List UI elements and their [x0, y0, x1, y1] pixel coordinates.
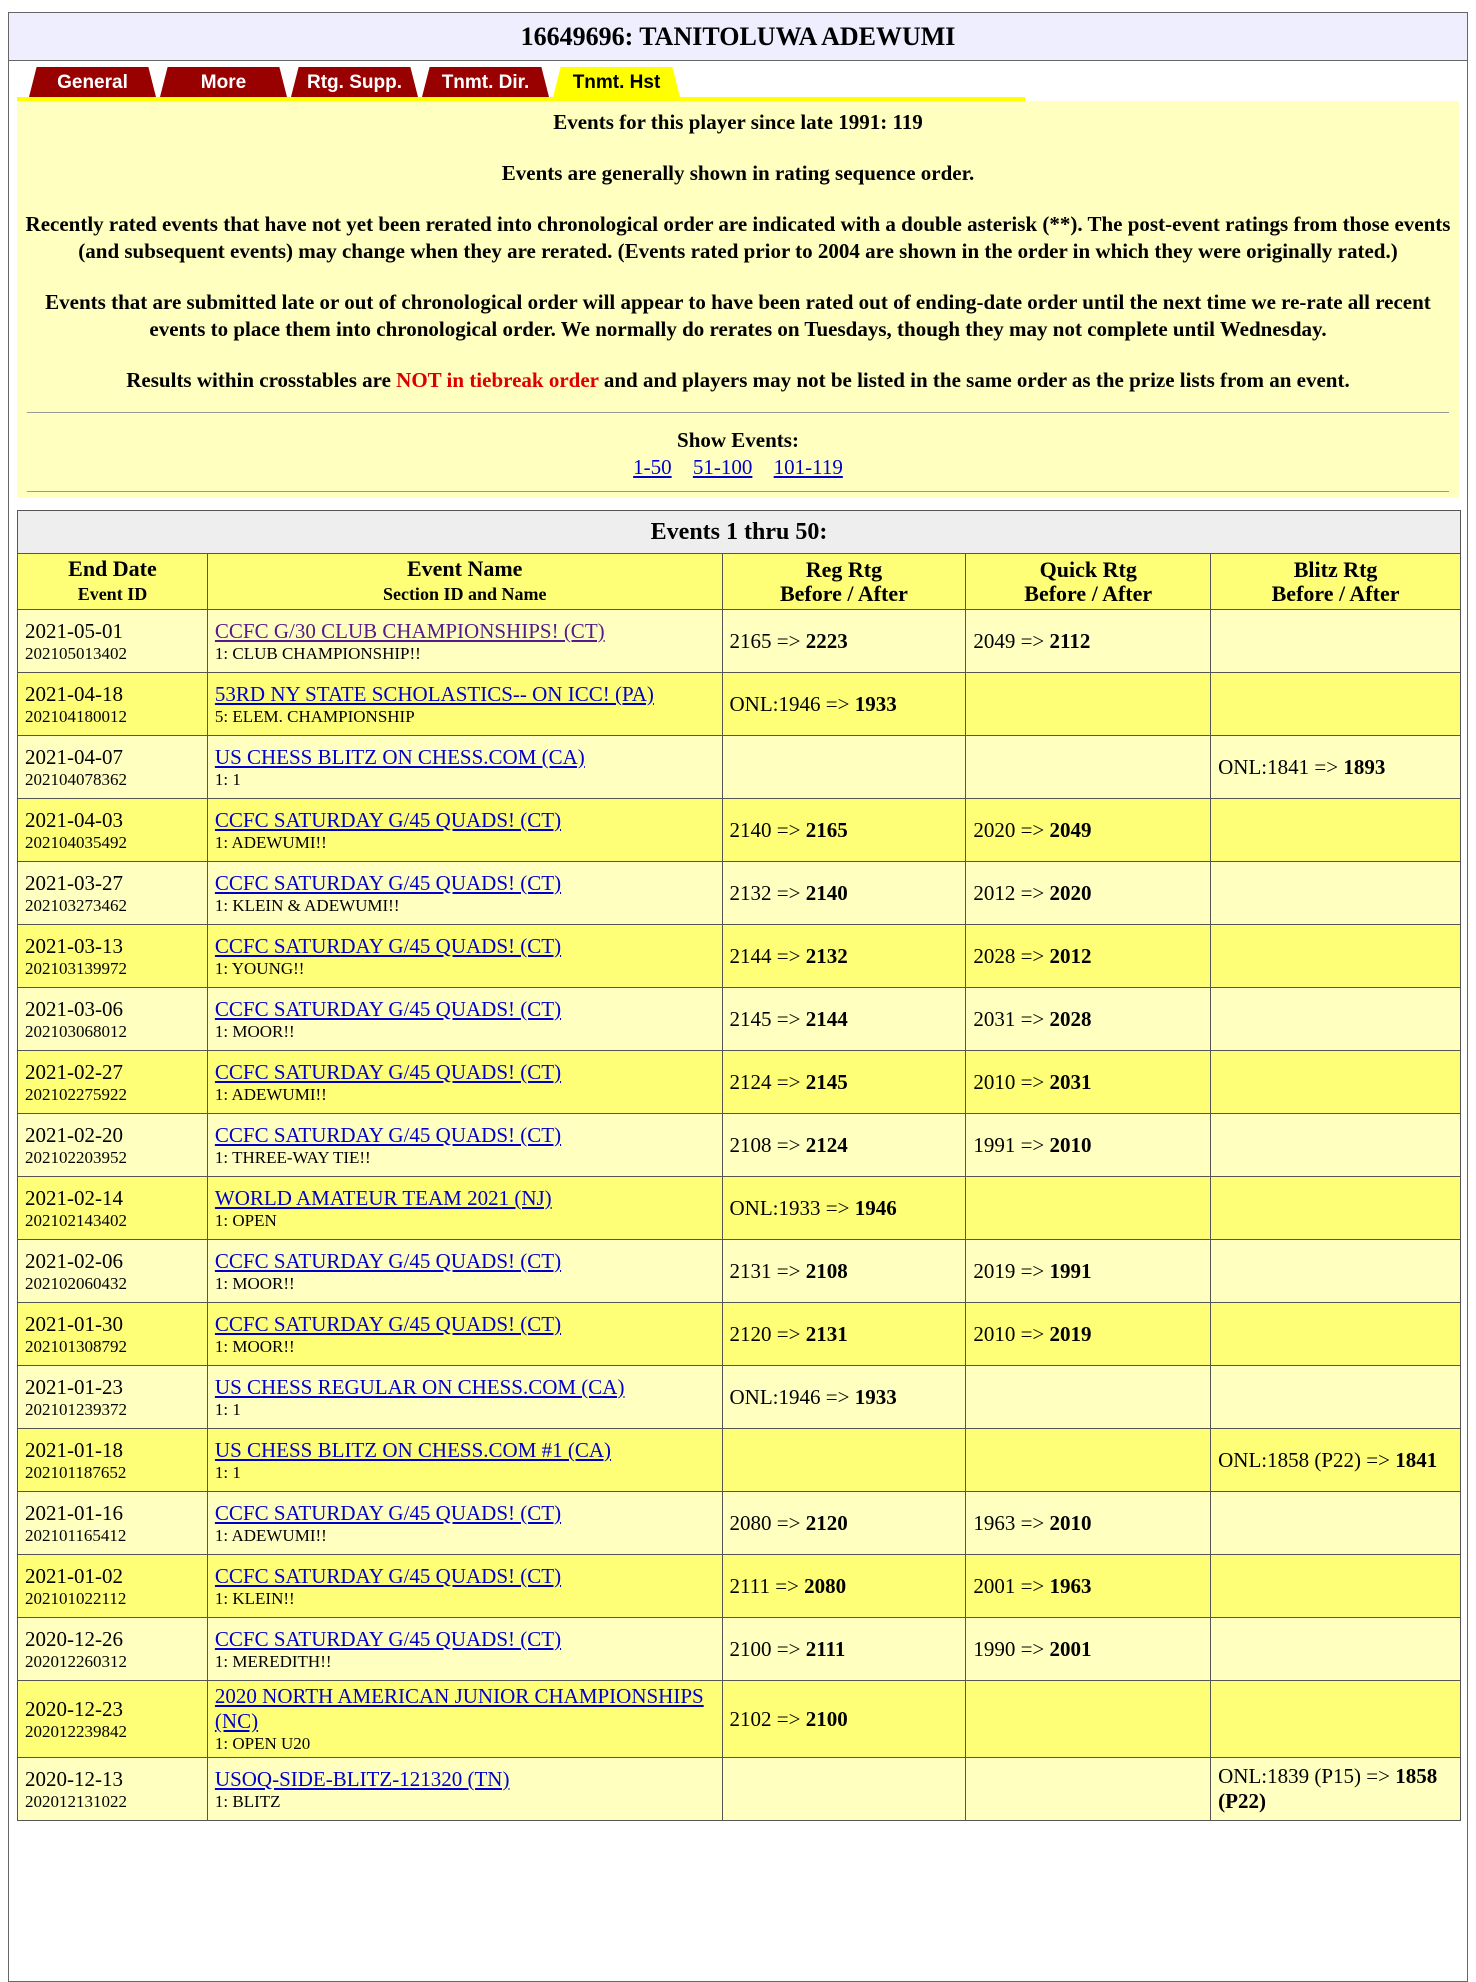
reg-rating-cell: [722, 1114, 966, 1177]
event-link[interactable]: CCFC SATURDAY G/45 QUADS! (CT): [214, 1122, 562, 1147]
end-date: 2021-03-06: [25, 996, 123, 1021]
section-name: 1: ADEWUMI!!: [214, 1525, 327, 1545]
blitz-before: ONL:1839 (P15) =>: [1218, 1764, 1396, 1788]
reg-after: 2223: [805, 628, 848, 653]
reg-after: 2111: [805, 1636, 846, 1661]
section-name: 1: BLITZ: [214, 1791, 281, 1811]
section-name: 1: KLEIN & ADEWUMI!!: [214, 895, 400, 915]
reg-rating-cell: [722, 1758, 966, 1821]
quick-rating-cell: [966, 925, 1211, 988]
table-row: [18, 925, 1461, 988]
event-id: 202101308792: [25, 1336, 127, 1356]
table-row: [18, 1618, 1461, 1681]
section-name: 1: CLUB CHAMPIONSHIP!!: [214, 643, 421, 663]
reg-after: 2140: [805, 880, 848, 905]
reg-rating-cell: [722, 1240, 966, 1303]
tab-rating-supplements[interactable]: [291, 67, 418, 97]
end-date: 2021-01-30: [25, 1311, 123, 1336]
blitz-rating-cell: [1211, 1555, 1461, 1618]
event-name-cell: [207, 1303, 722, 1366]
table-row: [18, 736, 1461, 799]
reg-before: 2120 =>: [729, 1321, 806, 1346]
reg-before: 2124 =>: [729, 1069, 806, 1094]
tab-label: More: [200, 72, 247, 93]
quick-rating-cell: [966, 1114, 1211, 1177]
blitz-rating-cell: [1211, 1492, 1461, 1555]
event-link[interactable]: CCFC SATURDAY G/45 QUADS! (CT): [214, 1248, 562, 1273]
quick-after: 2049: [1049, 817, 1092, 842]
tab-label: Rtg. Supp.: [307, 72, 402, 93]
tab-general[interactable]: [29, 67, 156, 97]
section-name: 1: KLEIN!!: [214, 1588, 295, 1608]
quick-rating-cell: [966, 1303, 1211, 1366]
event-link[interactable]: CCFC SATURDAY G/45 QUADS! (CT): [214, 1626, 562, 1651]
sequence-note: Events are generally shown in rating sequence order.: [501, 161, 975, 185]
event-id: 202101165412: [25, 1525, 127, 1545]
event-id: 202103273462: [25, 895, 127, 915]
reg-after: 2120: [805, 1510, 848, 1535]
quick-rating-cell: [966, 610, 1211, 673]
event-id: 202101187652: [25, 1462, 127, 1482]
reg-before: 2165 =>: [729, 628, 806, 653]
table-row: [18, 799, 1461, 862]
quick-after: 2112: [1049, 628, 1091, 653]
end-date: 2020-12-26: [25, 1626, 123, 1651]
blitz-rating-cell: [1211, 610, 1461, 673]
reg-before: ONL:1946 =>: [729, 691, 855, 716]
table-row: [18, 1366, 1461, 1429]
section-name: 1: OPEN U20: [214, 1734, 311, 1753]
event-link[interactable]: CCFC SATURDAY G/45 QUADS! (CT): [214, 996, 562, 1021]
table-row: [18, 1758, 1461, 1821]
end-date-cell: [18, 1429, 208, 1492]
event-name-cell: [207, 610, 722, 673]
event-id: 202102143402: [25, 1210, 127, 1230]
event-link[interactable]: CCFC SATURDAY G/45 QUADS! (CT): [214, 1500, 562, 1525]
reg-rating-cell: [722, 925, 966, 988]
events-count: Events for this player since late 1991: 119: [553, 110, 923, 134]
reg-rating-cell: [722, 1429, 966, 1492]
quick-rating-cell: [966, 1681, 1211, 1758]
event-id: 202012131022: [25, 1791, 127, 1811]
end-date-cell: [18, 1681, 208, 1758]
quick-before: 2010 =>: [973, 1069, 1050, 1094]
event-link[interactable]: CCFC SATURDAY G/45 QUADS! (CT): [214, 933, 562, 958]
event-id: 202104180012: [25, 706, 127, 726]
event-name-cell: [207, 1555, 722, 1618]
header-reg-rating: Reg Rtg Before / After: [722, 554, 966, 610]
blitz-rating-cell: [1211, 1051, 1461, 1114]
divider: [27, 412, 1449, 413]
section-name: 1: MOOR!!: [214, 1021, 295, 1041]
reg-before: 2102 =>: [729, 1706, 806, 1731]
quick-rating-cell: [966, 673, 1211, 736]
event-id: 202102203952: [25, 1147, 127, 1167]
event-id: 202103068012: [25, 1021, 127, 1041]
reg-rating-cell: [722, 1303, 966, 1366]
quick-rating-cell: [966, 1051, 1211, 1114]
reg-before: 2131 =>: [729, 1258, 806, 1283]
reg-rating-cell: [722, 1492, 966, 1555]
event-id: 202101239372: [25, 1399, 127, 1419]
end-date-cell: [18, 1303, 208, 1366]
quick-rating-cell: [966, 1492, 1211, 1555]
table-row: [18, 1240, 1461, 1303]
blitz-rating-cell: [1211, 925, 1461, 988]
event-name-cell: [207, 1758, 722, 1821]
quick-before: 2019 =>: [973, 1258, 1050, 1283]
table-header: [18, 554, 1461, 610]
event-name-cell: [207, 673, 722, 736]
reg-before: ONL:1933 =>: [729, 1195, 855, 1220]
table-row: [18, 1681, 1461, 1758]
reg-after: 2124: [805, 1132, 848, 1157]
reg-before: 2111 =>: [729, 1573, 805, 1598]
end-date: 2021-03-27: [25, 870, 123, 895]
event-link[interactable]: CCFC SATURDAY G/45 QUADS! (CT): [214, 1311, 562, 1336]
end-date: 2021-04-07: [25, 744, 123, 769]
reg-after: 2144: [805, 1006, 848, 1031]
quick-after: 1991: [1049, 1258, 1092, 1283]
tiebreak-warning: NOT in tiebreak order: [396, 368, 599, 392]
end-date-cell: [18, 1114, 208, 1177]
end-date-cell: [18, 925, 208, 988]
quick-rating-cell: [966, 1177, 1211, 1240]
reg-before: ONL:1946 =>: [729, 1384, 855, 1409]
table-row: [18, 1114, 1461, 1177]
blitz-rating-cell: [1211, 1758, 1461, 1821]
quick-rating-cell: [966, 1240, 1211, 1303]
event-name-cell: [207, 1051, 722, 1114]
event-name-cell: [207, 988, 722, 1051]
end-date-cell: [18, 673, 208, 736]
table-row: [18, 862, 1461, 925]
events-link-1-50[interactable]: 1-50: [633, 455, 672, 479]
event-name-cell: [207, 862, 722, 925]
quick-before: 2049 =>: [973, 628, 1050, 653]
end-date-cell: [18, 1758, 208, 1821]
event-link[interactable]: US CHESS BLITZ ON CHESS.COM (CA): [214, 744, 585, 769]
event-link[interactable]: US CHESS REGULAR ON CHESS.COM (CA): [214, 1374, 625, 1399]
header-quick-rating: Quick Rtg Before / After: [966, 554, 1211, 610]
event-link[interactable]: 53RD NY STATE SCHOLASTICS-- ON ICC! (PA): [214, 681, 654, 706]
reg-before: 2140 =>: [729, 817, 806, 842]
blitz-rating-cell: [1211, 1618, 1461, 1681]
table-row: [18, 610, 1461, 673]
end-date: 2021-01-02: [25, 1563, 123, 1588]
reg-before: 2100 =>: [729, 1636, 806, 1661]
reg-before: 2108 =>: [729, 1132, 806, 1157]
blitz-after: 1841: [1395, 1447, 1438, 1472]
table-row: [18, 988, 1461, 1051]
event-name-cell: [207, 736, 722, 799]
blitz-rating-cell: [1211, 1429, 1461, 1492]
table-row: [18, 1429, 1461, 1492]
end-date: 2021-03-13: [25, 933, 123, 958]
reg-before: 2145 =>: [729, 1006, 806, 1031]
reg-rating-cell: [722, 1555, 966, 1618]
quick-before: 2010 =>: [973, 1321, 1050, 1346]
blitz-before: ONL:1841 =>: [1218, 754, 1344, 779]
blitz-rating-cell: [1211, 1240, 1461, 1303]
reg-after: 2080: [804, 1573, 847, 1598]
table-row: [18, 1303, 1461, 1366]
end-date: 2021-04-03: [25, 807, 123, 832]
event-link[interactable]: USOQ-SIDE-BLITZ-121320 (TN): [214, 1766, 510, 1791]
quick-rating-cell: [966, 862, 1211, 925]
event-link[interactable]: CCFC G/30 CLUB CHAMPIONSHIPS! (CT): [214, 618, 605, 643]
end-date-cell: [18, 862, 208, 925]
quick-before: 2012 =>: [973, 880, 1050, 905]
crosstable-text: Results within crosstables are: [126, 368, 397, 392]
info-panel: [17, 101, 1459, 498]
reg-rating-cell: [722, 1177, 966, 1240]
section-name: 1: ADEWUMI!!: [214, 832, 327, 852]
reg-before: 2080 =>: [729, 1510, 806, 1535]
rerate-note: Recently rated events that have not yet been rerated into chronological order are indicated with a double asterisk (**). The post-event ratings from those events (and subsequent events) may change when they are rerated. (Events rated prior to 2004 are shown in the order in which they were originally rated.): [25, 212, 1451, 263]
reg-rating-cell: [722, 799, 966, 862]
end-date-cell: [18, 1240, 208, 1303]
quick-after: 2012: [1049, 943, 1092, 968]
section-name: 1: MOOR!!: [214, 1273, 295, 1293]
end-date: 2021-02-27: [25, 1059, 123, 1084]
events-table: [17, 510, 1461, 1821]
event-id: 202012239842: [25, 1721, 127, 1741]
quick-after: 2020: [1049, 880, 1092, 905]
reg-rating-cell: [722, 862, 966, 925]
tab-tournament-history[interactable]: [553, 67, 680, 97]
quick-before: 2001 =>: [973, 1573, 1050, 1598]
blitz-rating-cell: [1211, 736, 1461, 799]
event-id: 202105013402: [25, 643, 127, 663]
crosstable-note: [23, 367, 1453, 394]
end-date-cell: [18, 988, 208, 1051]
header-blitz-rating: Blitz Rtg Before / After: [1211, 554, 1461, 610]
reg-after: 2108: [805, 1258, 848, 1283]
tab-label: Tnmt. Dir.: [441, 72, 530, 93]
reg-after: 1946: [854, 1195, 897, 1220]
reg-after: 1933: [854, 1384, 897, 1409]
reg-rating-cell: [722, 988, 966, 1051]
table-caption: Events 1 thru 50:: [18, 511, 1461, 554]
blitz-rating-cell: [1211, 1177, 1461, 1240]
section-name: 1: 1: [214, 769, 241, 789]
event-name-cell: [207, 1492, 722, 1555]
quick-before: 2020 =>: [973, 817, 1050, 842]
end-date-cell: [18, 1366, 208, 1429]
end-date-cell: [18, 1051, 208, 1114]
end-date: 2021-02-06: [25, 1248, 123, 1273]
end-date-cell: [18, 736, 208, 799]
event-id: 202012260312: [25, 1651, 127, 1671]
quick-before: 1990 =>: [973, 1636, 1050, 1661]
quick-after: 2001: [1049, 1636, 1092, 1661]
end-date-cell: [18, 1492, 208, 1555]
event-link[interactable]: WORLD AMATEUR TEAM 2021 (NJ): [214, 1185, 552, 1210]
end-date: 2021-02-20: [25, 1122, 123, 1147]
event-id: 202104078362: [25, 769, 127, 789]
quick-rating-cell: [966, 1429, 1211, 1492]
quick-rating-cell: [966, 1758, 1211, 1821]
section-name: 1: ADEWUMI!!: [214, 1084, 327, 1104]
event-name-cell: [207, 1366, 722, 1429]
quick-before: 2028 =>: [973, 943, 1050, 968]
blitz-rating-cell: [1211, 1681, 1461, 1758]
reg-after: 2132: [805, 943, 848, 968]
blitz-before: ONL:1858 (P22) =>: [1218, 1447, 1396, 1472]
quick-before: 2031 =>: [973, 1006, 1050, 1031]
end-date: 2021-01-23: [25, 1374, 123, 1399]
event-name-cell: [207, 1429, 722, 1492]
end-date-cell: [18, 799, 208, 862]
quick-rating-cell: [966, 1618, 1211, 1681]
blitz-rating-cell: [1211, 1303, 1461, 1366]
event-name-cell: [207, 1681, 722, 1758]
reg-after: 2165: [805, 817, 848, 842]
reg-rating-cell: [722, 1681, 966, 1758]
reg-after: 2131: [805, 1321, 848, 1346]
blitz-after: 1858 (P22): [1218, 1764, 1438, 1813]
end-date-cell: [18, 610, 208, 673]
event-link[interactable]: CCFC SATURDAY G/45 QUADS! (CT): [214, 1563, 562, 1588]
reg-after: 2100: [805, 1706, 848, 1731]
page-title: 16649696: TANITOLUWA ADEWUMI: [9, 13, 1467, 61]
reg-rating-cell: [722, 673, 966, 736]
section-name: 1: MEREDITH!!: [214, 1651, 332, 1671]
blitz-rating-cell: [1211, 673, 1461, 736]
header-event-name: Event Name Section ID and Name: [207, 554, 722, 610]
end-date-cell: [18, 1618, 208, 1681]
reg-rating-cell: [722, 736, 966, 799]
section-name: 1: 1: [214, 1399, 241, 1419]
blitz-rating-cell: [1211, 988, 1461, 1051]
event-name-cell: [207, 799, 722, 862]
table-row: [18, 1177, 1461, 1240]
reg-rating-cell: [722, 1366, 966, 1429]
event-link[interactable]: CCFC SATURDAY G/45 QUADS! (CT): [214, 807, 562, 832]
reg-rating-cell: [722, 1051, 966, 1114]
quick-rating-cell: [966, 799, 1211, 862]
blitz-after: 1893: [1343, 754, 1386, 779]
event-id: 202102275922: [25, 1084, 127, 1104]
table-row: [18, 1051, 1461, 1114]
reg-before: 2132 =>: [729, 880, 806, 905]
end-date: 2020-12-23: [25, 1696, 123, 1721]
show-events-label: Show Events:: [677, 428, 799, 452]
quick-after: 2010: [1049, 1510, 1092, 1535]
section-name: 5: ELEM. CHAMPIONSHIP: [214, 706, 415, 726]
quick-after: 1963: [1049, 1573, 1092, 1598]
section-name: 1: THREE-WAY TIE!!: [214, 1147, 371, 1167]
reg-after: 2145: [805, 1069, 848, 1094]
header-end-date: End Date Event ID: [18, 554, 208, 610]
end-date: 2021-01-16: [25, 1500, 123, 1525]
end-date: 2021-02-14: [25, 1185, 123, 1210]
event-name-cell: [207, 1114, 722, 1177]
divider: [27, 491, 1449, 492]
event-id: 202101022112: [25, 1588, 127, 1608]
section-name: 1: MOOR!!: [214, 1336, 295, 1356]
show-events: [23, 427, 1453, 481]
section-name: 1: 1: [214, 1462, 241, 1482]
quick-rating-cell: [966, 736, 1211, 799]
blitz-rating-cell: [1211, 1366, 1461, 1429]
event-id: 202104035492: [25, 832, 127, 852]
table-row: [18, 1492, 1461, 1555]
events-link-101-119[interactable]: 101-119: [773, 455, 843, 479]
quick-before: 1963 =>: [973, 1510, 1050, 1535]
tab-bar: [17, 61, 1025, 101]
crosstable-text-end: and and players may not be listed in the same order as the prize lists from an event.: [598, 368, 1350, 392]
quick-after: 2019: [1049, 1321, 1092, 1346]
tab-tournament-director[interactable]: [422, 67, 549, 97]
event-id: 202102060432: [25, 1273, 127, 1293]
end-date: 2021-04-18: [25, 681, 123, 706]
end-date: 2021-05-01: [25, 618, 123, 643]
section-name: 1: OPEN: [214, 1210, 277, 1230]
table-row: [18, 1555, 1461, 1618]
quick-rating-cell: [966, 1366, 1211, 1429]
table-row: [18, 673, 1461, 736]
player-frame: [8, 12, 1468, 1982]
reg-after: 1933: [854, 691, 897, 716]
event-name-cell: [207, 1177, 722, 1240]
end-date: 2020-12-13: [25, 1766, 123, 1791]
event-link[interactable]: 2020 NORTH AMERICAN JUNIOR CHAMPIONSHIPS (NC): [214, 1684, 704, 1733]
end-date: 2021-01-18: [25, 1437, 123, 1462]
late-note: Events that are submitted late or out of chronological order will appear to have been rated out of ending-date order until the next time we re-rate all recent events to place them into chronological order. We normally do rerates on Tuesdays, though they may not complete until Wednesday.: [45, 290, 1431, 341]
quick-rating-cell: [966, 988, 1211, 1051]
end-date-cell: [18, 1555, 208, 1618]
tab-label: General: [57, 72, 128, 93]
quick-after: 2031: [1049, 1069, 1092, 1094]
quick-after: 2010: [1049, 1132, 1092, 1157]
quick-after: 2028: [1049, 1006, 1092, 1031]
end-date-cell: [18, 1177, 208, 1240]
blitz-rating-cell: [1211, 1114, 1461, 1177]
event-name-cell: [207, 1240, 722, 1303]
blitz-rating-cell: [1211, 799, 1461, 862]
event-link[interactable]: CCFC SATURDAY G/45 QUADS! (CT): [214, 870, 562, 895]
tab-more[interactable]: [160, 67, 287, 97]
events-link-51-100[interactable]: 51-100: [692, 455, 753, 479]
event-link[interactable]: CCFC SATURDAY G/45 QUADS! (CT): [214, 1059, 562, 1084]
event-link[interactable]: US CHESS BLITZ ON CHESS.COM #1 (CA): [214, 1437, 612, 1462]
section-name: 1: YOUNG!!: [214, 958, 305, 978]
reg-before: 2144 =>: [729, 943, 806, 968]
reg-rating-cell: [722, 610, 966, 673]
tab-label: Tnmt. Hst: [572, 72, 661, 93]
reg-rating-cell: [722, 1618, 966, 1681]
blitz-rating-cell: [1211, 862, 1461, 925]
event-name-cell: [207, 925, 722, 988]
event-name-cell: [207, 1618, 722, 1681]
quick-rating-cell: [966, 1555, 1211, 1618]
quick-before: 1991 =>: [973, 1132, 1050, 1157]
event-id: 202103139972: [25, 958, 127, 978]
